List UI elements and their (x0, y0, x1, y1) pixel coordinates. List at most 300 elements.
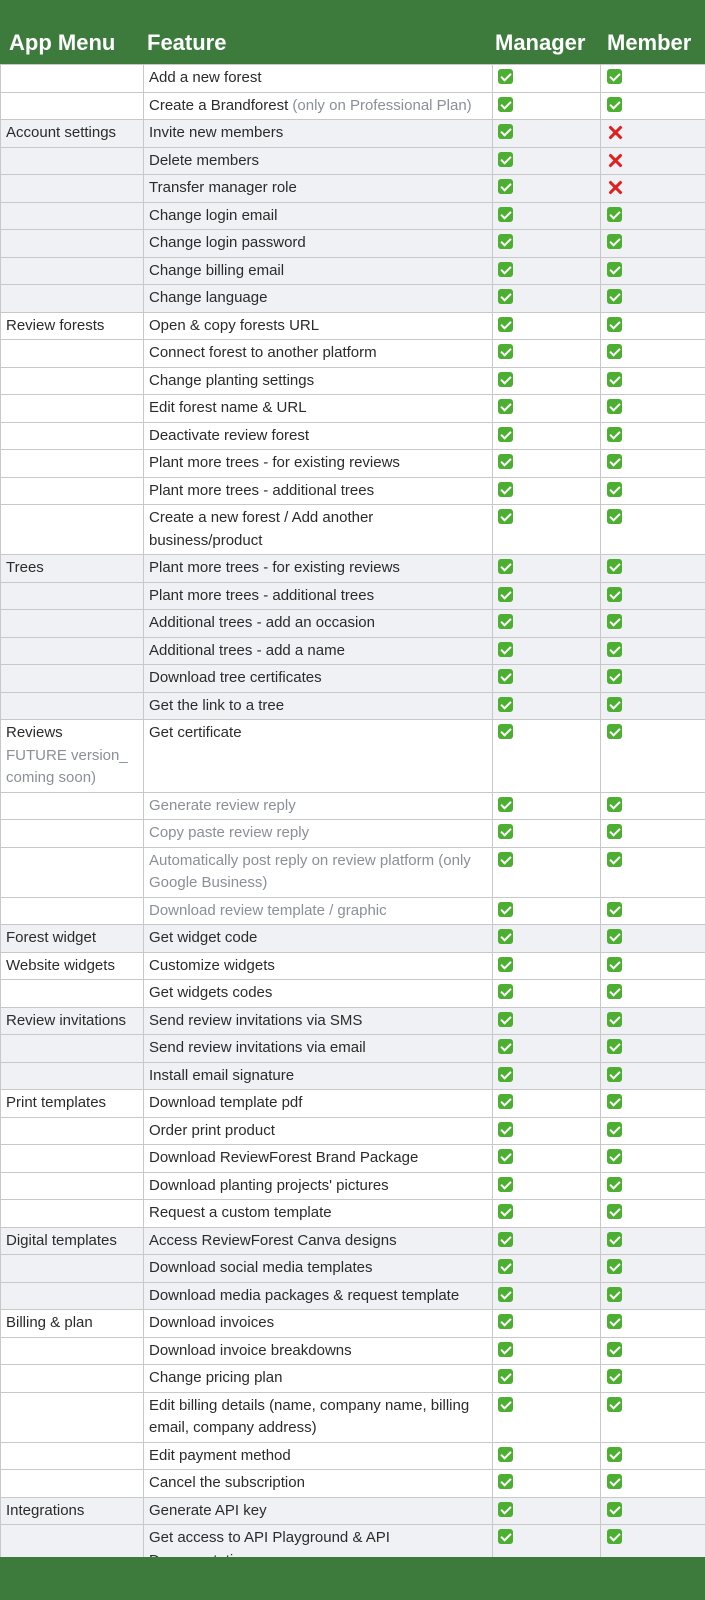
manager-permission-cell (493, 367, 601, 395)
check-mark-icon (498, 1447, 513, 1462)
app-menu-cell (1, 792, 144, 820)
app-menu-cell (1, 1392, 144, 1442)
member-permission-cell (601, 257, 705, 285)
check-mark-icon (498, 372, 513, 387)
check-mark-icon (607, 559, 622, 574)
check-mark-icon (607, 1012, 622, 1027)
check-mark-icon (498, 1314, 513, 1329)
manager-permission-cell (493, 1497, 601, 1525)
check-mark-icon (498, 289, 513, 304)
check-mark-icon (498, 1342, 513, 1357)
app-menu-cell (1, 1090, 144, 1118)
check-mark-icon (607, 614, 622, 629)
member-permission-cell (601, 1310, 705, 1338)
manager-permission-cell (493, 422, 601, 450)
table-row (1, 422, 705, 450)
app-menu-cell (1, 230, 144, 258)
feature-cell (144, 175, 493, 203)
check-mark-icon (498, 614, 513, 629)
check-mark-icon (607, 724, 622, 739)
app-menu-cell (1, 1365, 144, 1393)
check-mark-icon (607, 509, 622, 524)
manager-permission-cell (493, 1227, 601, 1255)
app-menu-cell (1, 1282, 144, 1310)
feature-label: Create a new forest / Add another business/product (149, 509, 374, 549)
feature-label: Download invoices (149, 1314, 275, 1331)
check-mark-icon (607, 427, 622, 442)
check-mark-icon (607, 317, 622, 332)
feature-label: Get certificate (149, 724, 242, 741)
feature-label: Download media packages & request template (149, 1286, 460, 1304)
feature-cell (144, 65, 493, 93)
check-mark-icon (607, 1177, 622, 1192)
manager-permission-cell (493, 340, 601, 368)
check-mark-icon (607, 902, 622, 917)
manager-permission-cell (493, 1062, 601, 1090)
feature-label: Get widget code (149, 929, 258, 946)
app-menu-cell (1, 952, 144, 980)
table-row (1, 720, 705, 793)
feature-cell (144, 1090, 493, 1118)
header-app-menu: App Menu (9, 30, 116, 55)
feature-cell (144, 610, 493, 638)
app-menu-cell (1, 897, 144, 925)
app-menu-cell (1, 925, 144, 953)
feature-cell (144, 257, 493, 285)
manager-permission-cell (493, 980, 601, 1008)
check-mark-icon (607, 262, 622, 277)
feature-cell (144, 477, 493, 505)
member-permission-cell (601, 555, 705, 583)
table-row (1, 1062, 705, 1090)
feature-label: Transfer manager role (149, 179, 297, 196)
feature-cell (144, 340, 493, 368)
feature-label: Plant more trees - additional trees (149, 481, 375, 499)
check-mark-icon (498, 427, 513, 442)
check-mark-icon (498, 317, 513, 332)
feature-cell (144, 120, 493, 148)
manager-permission-cell (493, 147, 601, 175)
check-mark-icon (498, 344, 513, 359)
app-menu-label: Billing & plan (6, 1314, 93, 1331)
feature-cell (144, 1337, 493, 1365)
feature-cell (144, 925, 493, 953)
manager-permission-cell (493, 1117, 601, 1145)
member-permission-cell (601, 120, 705, 148)
manager-permission-cell (493, 847, 601, 897)
check-mark-icon (498, 957, 513, 972)
table-row (1, 1442, 705, 1470)
manager-permission-cell (493, 65, 601, 93)
feature-label: Change billing email (149, 261, 285, 279)
table-row (1, 637, 705, 665)
feature-label: Get access to API Playground & API (149, 1529, 390, 1546)
table-row (1, 1392, 705, 1442)
table-row (1, 1145, 705, 1173)
check-mark-icon (498, 1122, 513, 1137)
app-menu-cell (1, 285, 144, 313)
feature-label: Edit payment method (149, 1446, 291, 1464)
member-permission-cell (601, 230, 705, 258)
table-row (1, 897, 705, 925)
table-row (1, 1282, 705, 1310)
permissions-table (0, 64, 705, 1575)
feature-label: Edit forest name & URL (149, 399, 307, 416)
feature-label: Download tree certificates (149, 669, 322, 686)
feature-label: Download review template / graphic (149, 901, 387, 919)
member-permission-cell (601, 175, 705, 203)
check-mark-icon (498, 1397, 513, 1412)
manager-permission-cell (493, 665, 601, 693)
manager-permission-cell (493, 897, 601, 925)
manager-permission-cell (493, 1007, 601, 1035)
member-permission-cell (601, 925, 705, 953)
manager-permission-cell (493, 1035, 601, 1063)
feature-label: Plant more trees - for existing reviews (149, 559, 400, 576)
feature-label: Change login email (149, 206, 278, 224)
manager-permission-cell (493, 610, 601, 638)
table-row (1, 285, 705, 313)
app-menu-label: Reviews (6, 724, 63, 741)
feature-cell (144, 367, 493, 395)
feature-label: Add a new forest (149, 69, 262, 86)
feature-cell (144, 450, 493, 478)
app-menu-cell (1, 505, 144, 555)
check-mark-icon (498, 179, 513, 194)
feature-label: Get widgets codes (149, 984, 273, 1001)
manager-permission-cell (493, 1470, 601, 1498)
member-permission-cell (601, 1497, 705, 1525)
table-row (1, 692, 705, 720)
manager-permission-cell (493, 1392, 601, 1442)
app-menu-cell (1, 555, 144, 583)
feature-label: Plant more trees - for existing reviews (149, 454, 400, 471)
app-menu-label: Trees (6, 559, 44, 576)
feature-cell (144, 1255, 493, 1283)
check-mark-icon (607, 852, 622, 867)
check-mark-icon (607, 372, 622, 387)
feature-label: Download ReviewForest Brand Package (149, 1149, 419, 1166)
check-mark-icon (498, 1287, 513, 1302)
member-permission-cell (601, 665, 705, 693)
feature-label: Send review invitations via email (149, 1039, 366, 1056)
table-row (1, 92, 705, 120)
member-permission-cell (601, 1145, 705, 1173)
check-mark-icon (498, 1369, 513, 1384)
app-menu-cell (1, 120, 144, 148)
feature-cell (144, 285, 493, 313)
member-permission-cell (601, 582, 705, 610)
member-permission-cell (601, 202, 705, 230)
app-menu-cell (1, 1172, 144, 1200)
manager-permission-cell (493, 1145, 601, 1173)
manager-permission-cell (493, 285, 601, 313)
feature-label: Plant more trees - additional trees (149, 586, 375, 604)
check-mark-icon (498, 1259, 513, 1274)
app-menu-cell (1, 720, 144, 793)
member-permission-cell (601, 450, 705, 478)
table-row (1, 450, 705, 478)
member-permission-cell (601, 980, 705, 1008)
member-permission-cell (601, 477, 705, 505)
check-mark-icon (607, 1204, 622, 1219)
feature-cell (144, 1117, 493, 1145)
feature-cell (144, 1007, 493, 1035)
check-mark-icon (498, 399, 513, 414)
app-menu-cell (1, 1442, 144, 1470)
app-menu-cell (1, 450, 144, 478)
check-mark-icon (498, 669, 513, 684)
check-mark-icon (607, 797, 622, 812)
member-permission-cell (601, 1117, 705, 1145)
check-mark-icon (498, 902, 513, 917)
app-menu-cell (1, 257, 144, 285)
page-footer-bar (0, 1557, 705, 1600)
member-permission-cell (601, 312, 705, 340)
check-mark-icon (498, 697, 513, 712)
check-mark-icon (498, 984, 513, 999)
feature-cell (144, 1310, 493, 1338)
manager-permission-cell (493, 312, 601, 340)
member-permission-cell (601, 1442, 705, 1470)
feature-cell (144, 1442, 493, 1470)
feature-cell (144, 847, 493, 897)
manager-permission-cell (493, 92, 601, 120)
feature-label: Create a Brandforest (149, 96, 289, 114)
check-mark-icon (498, 124, 513, 139)
check-mark-icon (498, 1094, 513, 1109)
table-row (1, 175, 705, 203)
table-row (1, 980, 705, 1008)
member-permission-cell (601, 1470, 705, 1498)
check-mark-icon (607, 587, 622, 602)
feature-label: Invite new members (149, 124, 284, 141)
app-menu-cell (1, 980, 144, 1008)
cross-mark-icon (607, 152, 623, 168)
app-menu-cell (1, 582, 144, 610)
member-permission-cell (601, 1227, 705, 1255)
check-mark-icon (607, 344, 622, 359)
app-menu-cell (1, 1470, 144, 1498)
feature-label: Generate review reply (149, 796, 296, 814)
table-row (1, 1117, 705, 1145)
app-menu-cell (1, 637, 144, 665)
feature-cell (144, 820, 493, 848)
app-menu-cell (1, 367, 144, 395)
check-mark-icon (498, 1204, 513, 1219)
check-mark-icon (498, 929, 513, 944)
manager-permission-cell (493, 175, 601, 203)
feature-cell (144, 1227, 493, 1255)
member-permission-cell (601, 610, 705, 638)
check-mark-icon (607, 1122, 622, 1137)
feature-cell (144, 1145, 493, 1173)
app-menu-cell (1, 477, 144, 505)
manager-permission-cell (493, 1200, 601, 1228)
manager-permission-cell (493, 395, 601, 423)
app-menu-cell (1, 1337, 144, 1365)
check-mark-icon (498, 1012, 513, 1027)
manager-permission-cell (493, 1442, 601, 1470)
manager-permission-cell (493, 1090, 601, 1118)
check-mark-icon (607, 482, 622, 497)
member-permission-cell (601, 1200, 705, 1228)
check-mark-icon (498, 1502, 513, 1517)
table-row (1, 1007, 705, 1035)
app-menu-cell (1, 175, 144, 203)
member-permission-cell (601, 92, 705, 120)
feature-cell (144, 637, 493, 665)
app-menu-cell (1, 1117, 144, 1145)
check-mark-icon (607, 1259, 622, 1274)
table-row (1, 367, 705, 395)
check-mark-icon (498, 207, 513, 222)
feature-label: Change login password (149, 234, 306, 251)
check-mark-icon (607, 1149, 622, 1164)
feature-label: Change planting settings (149, 371, 315, 389)
app-menu-cell (1, 820, 144, 848)
table-row (1, 340, 705, 368)
app-menu-cell (1, 1200, 144, 1228)
member-permission-cell (601, 285, 705, 313)
table-row (1, 925, 705, 953)
app-menu-cell (1, 147, 144, 175)
member-permission-cell (601, 1062, 705, 1090)
check-mark-icon (498, 1039, 513, 1054)
app-menu-label: Digital templates (6, 1231, 117, 1249)
app-menu-cell (1, 1035, 144, 1063)
check-mark-icon (607, 69, 622, 84)
feature-cell (144, 1392, 493, 1442)
table-row (1, 230, 705, 258)
app-menu-note: FUTURE version_ coming soon) (6, 746, 128, 786)
manager-permission-cell (493, 505, 601, 555)
check-mark-icon (498, 824, 513, 839)
app-menu-cell (1, 665, 144, 693)
check-mark-icon (498, 69, 513, 84)
member-permission-cell (601, 1255, 705, 1283)
cross-mark-icon (607, 179, 623, 195)
feature-cell (144, 1035, 493, 1063)
manager-permission-cell (493, 120, 601, 148)
member-permission-cell (601, 1282, 705, 1310)
feature-label: Send review invitations via SMS (149, 1011, 363, 1029)
check-mark-icon (498, 1067, 513, 1082)
manager-permission-cell (493, 1255, 601, 1283)
app-menu-cell (1, 92, 144, 120)
app-menu-cell (1, 312, 144, 340)
check-mark-icon (607, 929, 622, 944)
check-mark-icon (607, 97, 622, 112)
feature-label: Order print product (149, 1121, 275, 1139)
table-row (1, 120, 705, 148)
feature-label: Change pricing plan (149, 1369, 283, 1386)
manager-permission-cell (493, 1172, 601, 1200)
app-menu-cell (1, 692, 144, 720)
manager-permission-cell (493, 582, 601, 610)
check-mark-icon (607, 1369, 622, 1384)
feature-cell (144, 720, 493, 793)
cross-mark-icon (607, 124, 623, 140)
feature-label: Automatically post reply on review platform (only Google Business) (149, 851, 471, 891)
feature-cell (144, 1200, 493, 1228)
app-menu-cell (1, 1227, 144, 1255)
table-row (1, 257, 705, 285)
app-menu-cell (1, 422, 144, 450)
check-mark-icon (498, 509, 513, 524)
table-row (1, 1365, 705, 1393)
manager-permission-cell (493, 230, 601, 258)
member-permission-cell (601, 505, 705, 555)
member-permission-cell (601, 792, 705, 820)
check-mark-icon (607, 1067, 622, 1082)
member-permission-cell (601, 147, 705, 175)
app-menu-cell (1, 847, 144, 897)
table-row (1, 1255, 705, 1283)
member-permission-cell (601, 1035, 705, 1063)
feature-label: Download social media templates (149, 1259, 373, 1276)
app-menu-cell (1, 1145, 144, 1173)
feature-cell (144, 980, 493, 1008)
check-mark-icon (498, 262, 513, 277)
feature-label: Download planting projects' pictures (149, 1176, 389, 1194)
permissions-table-body (1, 65, 705, 1575)
check-mark-icon (607, 1039, 622, 1054)
member-permission-cell (601, 720, 705, 793)
table-row (1, 847, 705, 897)
feature-label: Install email signature (149, 1066, 295, 1084)
check-mark-icon (607, 1502, 622, 1517)
manager-permission-cell (493, 925, 601, 953)
check-mark-icon (498, 1474, 513, 1489)
manager-permission-cell (493, 555, 601, 583)
manager-permission-cell (493, 1282, 601, 1310)
app-menu-cell (1, 1255, 144, 1283)
manager-permission-cell (493, 1310, 601, 1338)
table-header (0, 0, 705, 64)
table-row (1, 820, 705, 848)
check-mark-icon (607, 1447, 622, 1462)
app-menu-cell (1, 340, 144, 368)
check-mark-icon (498, 97, 513, 112)
manager-permission-cell (493, 952, 601, 980)
check-mark-icon (498, 454, 513, 469)
manager-permission-cell (493, 1365, 601, 1393)
feature-label: Generate API key (149, 1501, 267, 1519)
feature-label: Additional trees - add a name (149, 641, 345, 659)
member-permission-cell (601, 1090, 705, 1118)
check-mark-icon (607, 1232, 622, 1247)
feature-label: Get the link to a tree (149, 696, 285, 714)
feature-label: Download invoice breakdowns (149, 1341, 352, 1359)
check-mark-icon (607, 454, 622, 469)
member-permission-cell (601, 1365, 705, 1393)
app-menu-label: Review invitations (6, 1011, 127, 1029)
check-mark-icon (498, 152, 513, 167)
feature-label: Cancel the subscription (149, 1474, 305, 1491)
feature-cell (144, 395, 493, 423)
table-row (1, 1337, 705, 1365)
check-mark-icon (498, 587, 513, 602)
manager-permission-cell (493, 637, 601, 665)
app-menu-cell (1, 65, 144, 93)
check-mark-icon (607, 1474, 622, 1489)
check-mark-icon (607, 1287, 622, 1302)
feature-label: Open & copy forests URL (149, 316, 320, 334)
header-feature: Feature (147, 30, 227, 55)
feature-label: Edit billing details (name, company name, billing email, company address) (149, 1396, 470, 1436)
app-menu-label: Forest widget (6, 929, 97, 946)
